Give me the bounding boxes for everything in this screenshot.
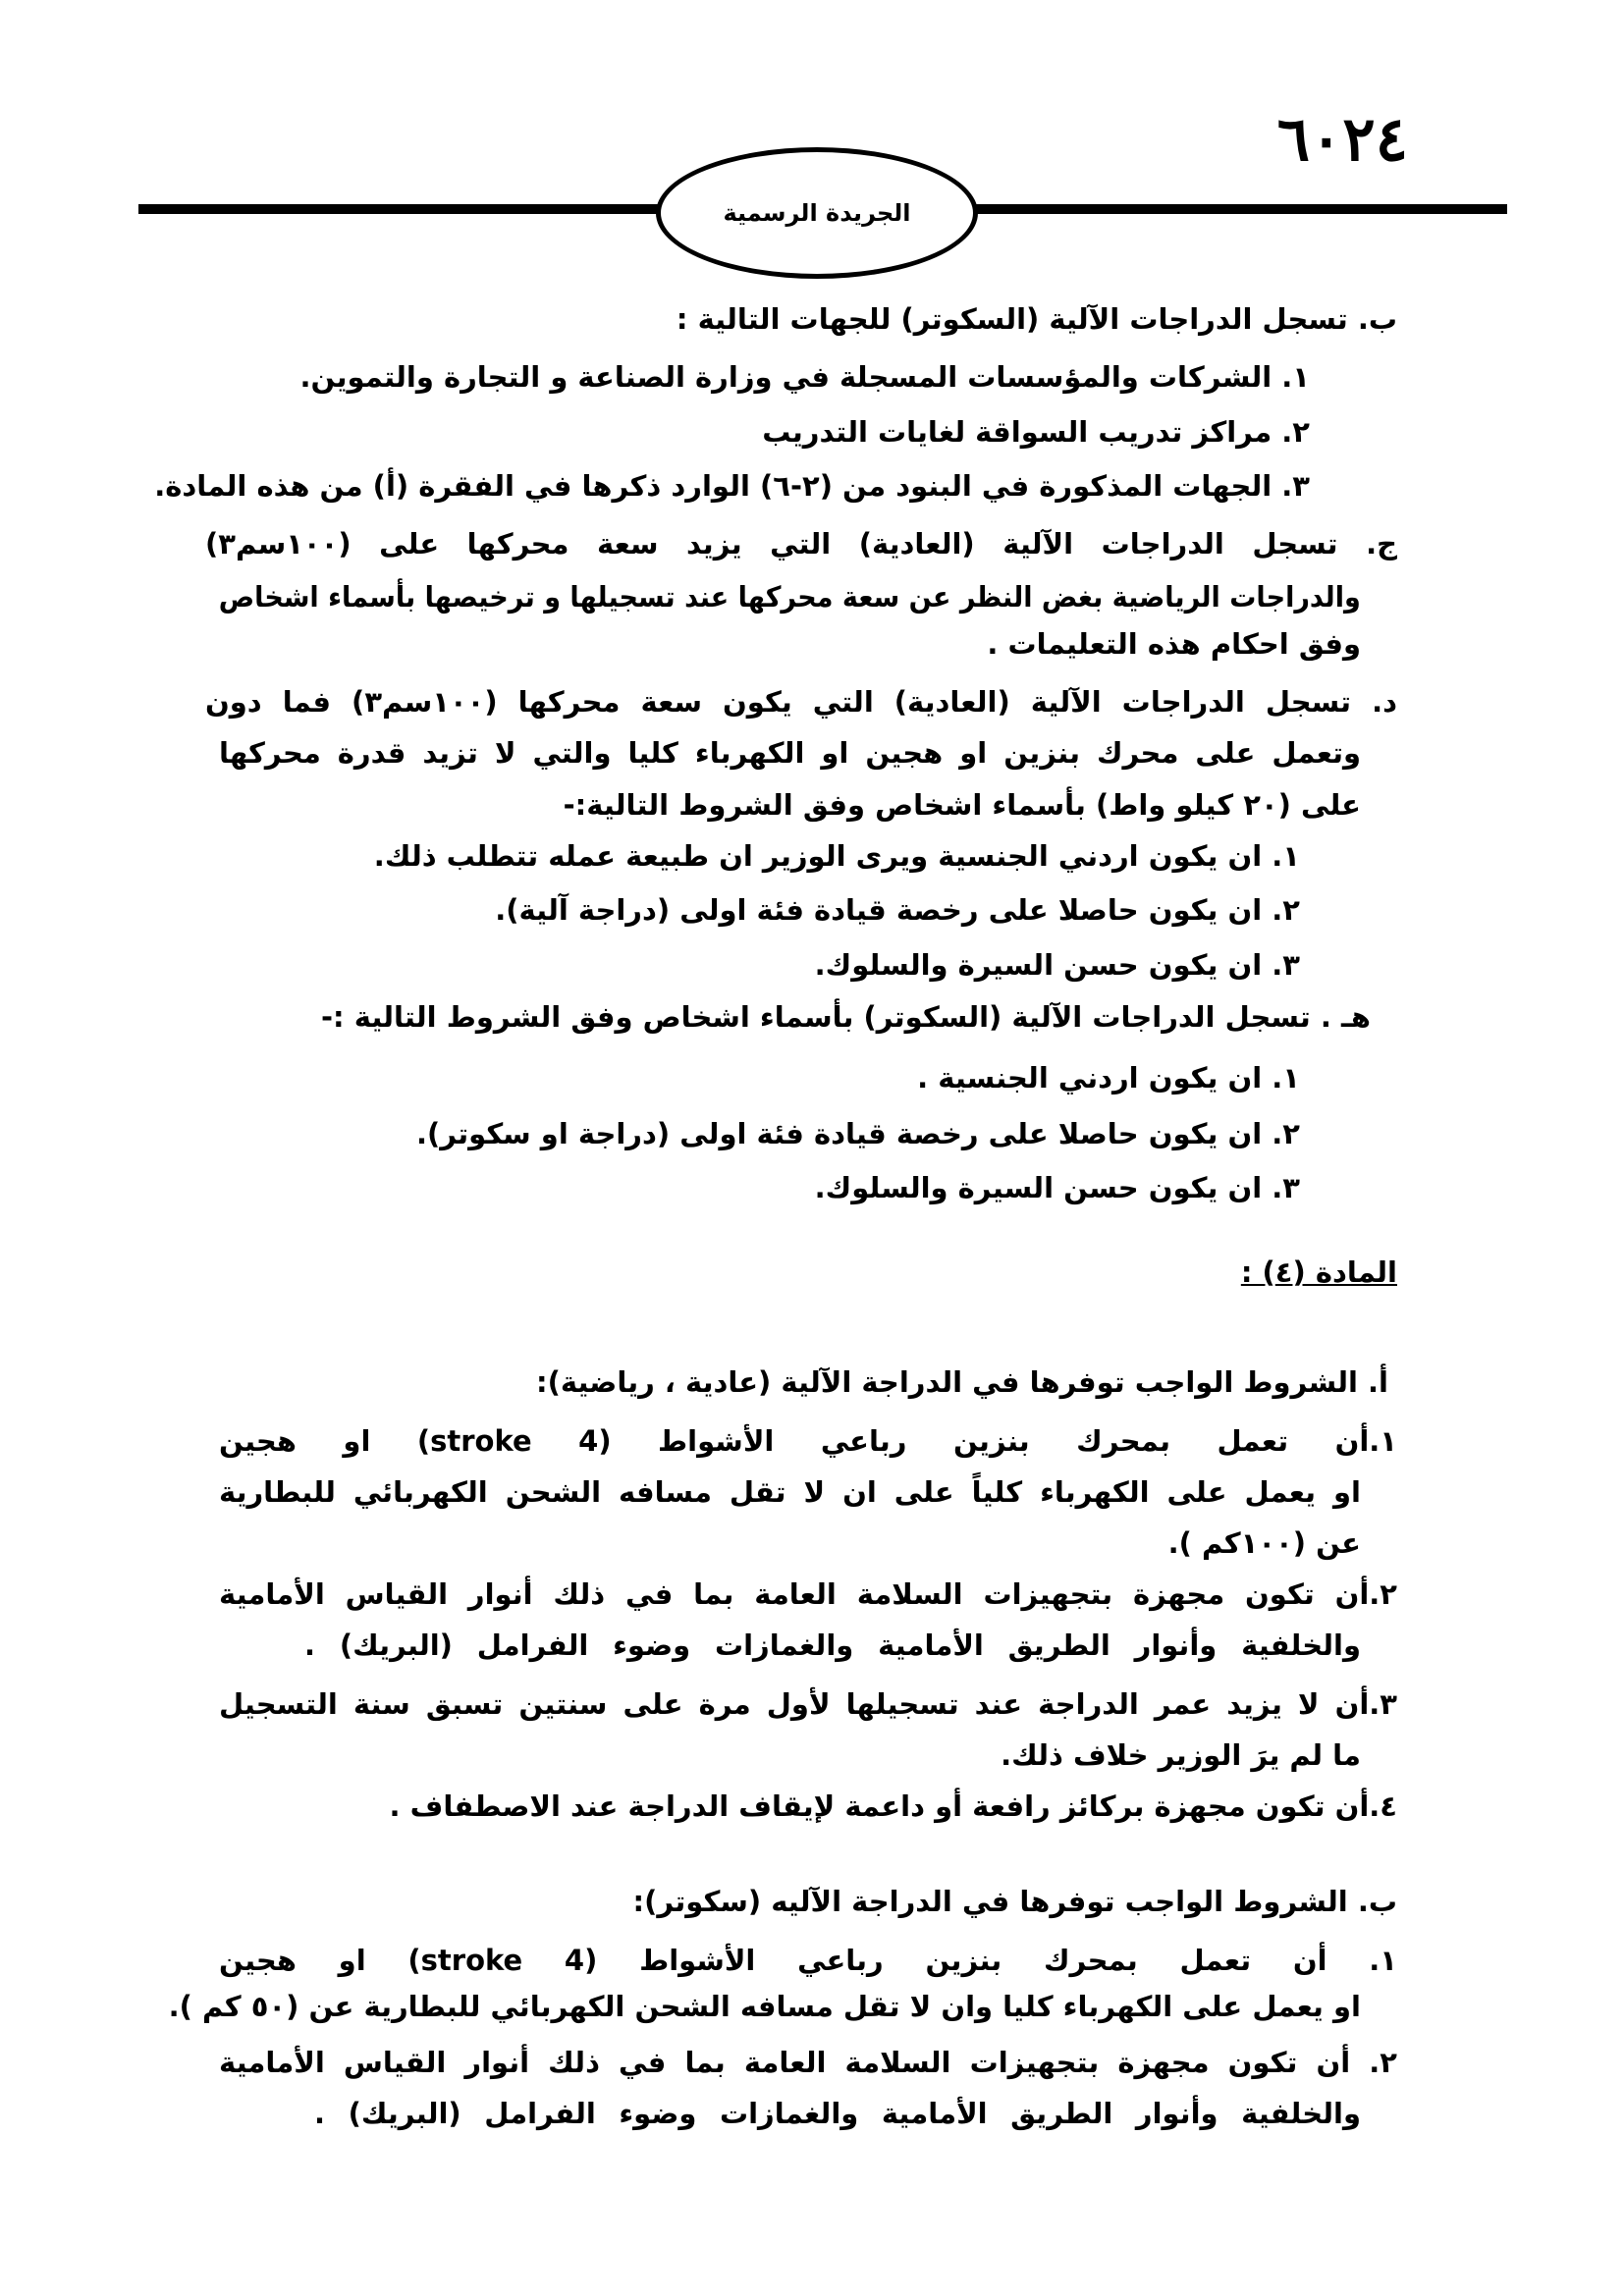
header-rule-right	[957, 204, 1507, 214]
article-heading: المادة (٤) :	[1240, 1255, 1397, 1289]
list-item-continued: او يعمل على الكهرباء كلياً على ان لا تقل مسافه الشحن الكهربائي للبطارية	[219, 1475, 1361, 1509]
list-item: ١. الشركات والمؤسسات المسجلة في وزارة الصناعة و التجارة والتموين.	[299, 360, 1310, 394]
clause-heading: ب. الشروط الواجب توفرها في الدراجة الآليه (سكوتر):	[632, 1885, 1397, 1918]
clause-heading: ب. تسجل الدراجات الآلية (السكوتر) للجهات التالية :	[676, 302, 1397, 336]
list-item: ١. ان يكون اردني الجنسية .	[917, 1061, 1300, 1095]
list-item: ٣.أن لا يزيد عمر الدراجة عند تسجيلها لأول مرة على سنتين تسبق سنة التسجيل	[219, 1687, 1397, 1721]
clause-heading: أ. الشروط الواجب توفرها في الدراجة الآلية (عادية ، رياضية):	[536, 1365, 1388, 1399]
list-item-continued: والخلفية وأنوار الطريق الأمامية والغمازات وضوء الفرامل (البريك) .	[314, 2097, 1361, 2130]
list-item: ٢. مراكز تدريب السواقة لغايات التدريب	[762, 415, 1310, 449]
list-item-continued: او يعمل على الكهرباء كليا وان لا تقل مسافه الشحن الكهربائي للبطارية عن (٥٠ كم ).	[168, 1990, 1361, 2023]
clause-text: والدراجات الرياضية بغض النظر عن سعة محركها عند تسجيلها و ترخيصها بأسماء اشخاص	[218, 580, 1361, 614]
header-rule-left	[138, 204, 669, 214]
list-item: ١.أن تعمل بمحرك بنزين رباعي الأشواط (4 stroke) او هجين	[219, 1424, 1397, 1458]
gazette-header-oval	[656, 147, 978, 279]
clause-text: ج. تسجل الدراجات الآلية (العادية) التي يزيد سعة محركها على (١٠٠سم٣)	[205, 527, 1397, 561]
list-item: ٢. ان يكون حاصلا على رخصة قيادة فئة اولى (دراجة او سكوتر).	[415, 1117, 1300, 1150]
list-item: ٢. ان يكون حاصلا على رخصة قيادة فئة اولى (دراجة آلية).	[495, 893, 1300, 927]
list-item-continued: عن (١٠٠كم ).	[1167, 1526, 1361, 1560]
list-item: ١. ان يكون اردني الجنسية ويرى الوزير ان طبيعة عمله تتطلب ذلك.	[373, 839, 1300, 873]
list-item: ٢.أن تكون مجهزة بتجهيزات السلامة العامة بما في ذلك أنوار القياس الأمامية	[219, 1577, 1397, 1611]
clause-heading: هـ . تسجل الدراجات الآلية (السكوتر) بأسماء اشخاص وفق الشروط التالية :-	[321, 1000, 1371, 1034]
list-item: ٣. ان يكون حسن السيرة والسلوك.	[814, 1171, 1300, 1204]
list-item-continued: والخلفية وأنوار الطريق الأمامية والغمازات وضوء الفرامل (البريك) .	[304, 1629, 1361, 1662]
list-item-continued: ما لم يرَ الوزير خلاف ذلك.	[1001, 1738, 1361, 1772]
gazette-title: الجريدة الرسمية	[723, 199, 911, 227]
clause-text: وفق احكام هذه التعليمات .	[987, 627, 1361, 661]
list-item: ٢. أن تكون مجهزة بتجهيزات السلامة العامة بما في ذلك أنوار القياس الأمامية	[219, 2046, 1397, 2079]
list-item: ٣. ان يكون حسن السيرة والسلوك.	[814, 948, 1300, 982]
clause-text: وتعمل على محرك بنزين او هجين او الكهرباء كليا والتي لا تزيد قدرة محركها	[219, 736, 1361, 770]
list-item: ٣. الجهات المذكورة في البنود من (٢-٦) الوارد ذكرها في الفقرة (أ) من هذه المادة.	[154, 469, 1310, 503]
list-item: ١. أن تعمل بمحرك بنزين رباعي الأشواط (4 stroke) او هجين	[219, 1944, 1397, 1977]
clause-text: د. تسجل الدراجات الآلية (العادية) التي يكون سعة محركها (١٠٠سم٣) فما دون	[205, 685, 1397, 719]
list-item: ٤.أن تكون مجهزة بركائز رافعة أو داعمة لإيقاف الدراجة عند الاصطفاف .	[389, 1789, 1397, 1823]
clause-text: على (٢٠ كيلو واط) بأسماء اشخاص وفق الشروط التالية:-	[563, 788, 1361, 822]
page-number: ٦٠٢٤	[1276, 103, 1408, 175]
